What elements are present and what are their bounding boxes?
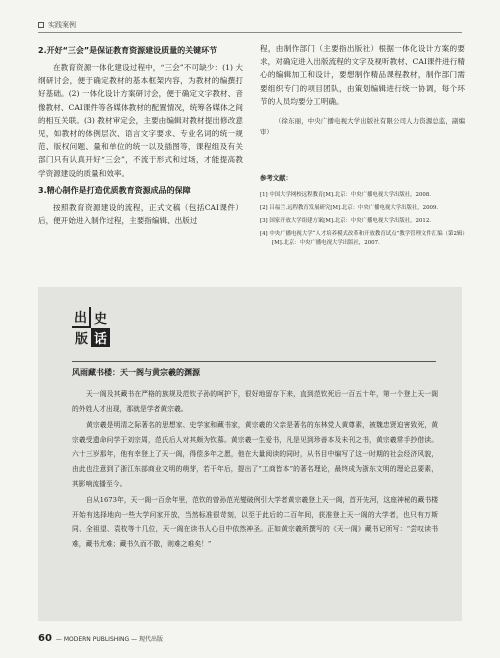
- section-tag: [38, 20, 76, 30]
- references-title: 参考文献：: [260, 174, 292, 183]
- paragraph: 程，由制作部门（主要指出版社）根据一体化设计方案的要求，对确定进入出版流程的文字及视听教材、CAI课件进行精心的编辑加工和设计，要想制作精品课程教材，制作部门需要组织专门的项目团队，由策划编辑进行统一协调，每个环节的人员均要分工明确。: [260, 44, 465, 106]
- feature-paragraph: 黄宗羲是明清之际著名的思想家、史学家和藏书家，黄宗羲的父亲是著名的东林党人黄尊素，被魏忠贤迫害致死，黄宗羲受遗命问学于刘宗周，范氏后人对其颇为钦慕。黄宗羲一生爱书，凡是见到珍善本及未刊之书，黄宗羲常手抄借读。六十三岁那年，他有幸登上了天一阁，得偿多年之愿，他在大量阅读的同时，从书目中编写了这一时期的社会经济风貌，由此也注意到了浙江东部商业文明的萌芽，若干年后，提出了“工商皆本”的著名理论，最终成为浙东文明的理论总要素，其影响流播至今。: [72, 421, 438, 488]
- column-logo: [72, 307, 110, 345]
- section-label: 实践案例: [48, 21, 76, 29]
- page-number: 60: [38, 633, 52, 644]
- author-signature: （徐东丽，中央广播电视大学出版社有限公司人力资源总监，副编审）: [260, 117, 465, 137]
- reference-item: [2] 吕福兰.远程教育发展研究[M].北京：中央广播电视大学出版社，2009.: [260, 205, 439, 212]
- left-column: [38, 42, 243, 231]
- page-footer: [38, 633, 163, 644]
- paragraph: 按照教育资源建设的流程，正式文稿（包括CAI课件）后，便开始进入制作过程，主要指编辑、出版过: [38, 202, 243, 226]
- logo-char: 话: [91, 328, 110, 347]
- reference-item: [4] 中央广播电视大学“人才培养模式改革和开放教育试点”教学管理文件汇编（第2辑）[M].北京：中央广播电视大学出版社，2007.: [260, 231, 465, 247]
- logo-char: 版: [74, 332, 88, 347]
- square-icon: [38, 22, 44, 28]
- paragraph: 在教育资源一体化建设过程中，“三会”不可缺少：(1) 大纲研讨会，便于确定教材的基本框架内容，为教材的编撰打好基础。(2) 一体化设计方案研讨会，便于确定文字教材、音像教材、CAI课件等各媒体教材的配置情况，统筹各媒体之间的相互关联。(3) 教材审定会，主要由编辑对教材提出修改意见，如教材的体例层次、语言文字要求、专业名词的统一规范、版权问题、量和单位的统一以及插图等，课程组及有关部门只有认真开好“三会”，不流于形式和过场，才能提高教学资源建设的质量和效率。: [38, 63, 243, 178]
- feature-body: [72, 387, 438, 554]
- reference-item: [1] 中国大学网校远程教育[M].北京：中央广播电视大学出版社，2008.: [260, 192, 431, 199]
- feature-rule: [72, 361, 436, 362]
- right-column: [260, 42, 465, 252]
- logo-char: 出: [72, 307, 91, 328]
- feature-paragraph: 天一阁及其藏书在严格的族规及范钦子孙的呵护下，很好地留存下来，直到范钦死后一百五十年，第一个登上天一阁的外姓人才出现，那就是学者黄宗羲。: [72, 390, 438, 413]
- feature-paragraph: 自从1673年，天一阁一百余年里，范钦的曾孙范光燮破例引大学者黄宗羲登上天一阁，首开先河，这座神秘的藏书楼开始有选择地向一些大学问家开放，当然标准很苛刻，以至于此后的二百年间，获准登上天一阁的大学者，也只有万斯同、全祖望、袁枚等十几位，天一阁在读书人心目中依然神圣。正如黄宗羲所撰写的《天一阁》藏书记所写：“尝叹读书难，藏书尤难；藏书久而不散，则难之难矣！”: [72, 496, 438, 548]
- logo-char: 史: [93, 312, 107, 327]
- heading-three-meetings: 2.开好“三会”是保证教育资源建设质量的关键环节: [38, 46, 218, 55]
- publication-name: — MODERN PUBLISHING — 现代出版: [55, 636, 163, 643]
- feature-box: [38, 287, 462, 621]
- reference-item: [3] 国家开放大学组建方案[M].北京：中央广播电视大学出版社，2012.: [260, 218, 431, 225]
- heading-production: 3.精心制作是打造优质教育资源成品的保障: [38, 185, 191, 195]
- header-rule: [38, 32, 462, 33]
- feature-title: 风雨藏书楼：天一阁与黄宗羲的渊源: [72, 368, 200, 377]
